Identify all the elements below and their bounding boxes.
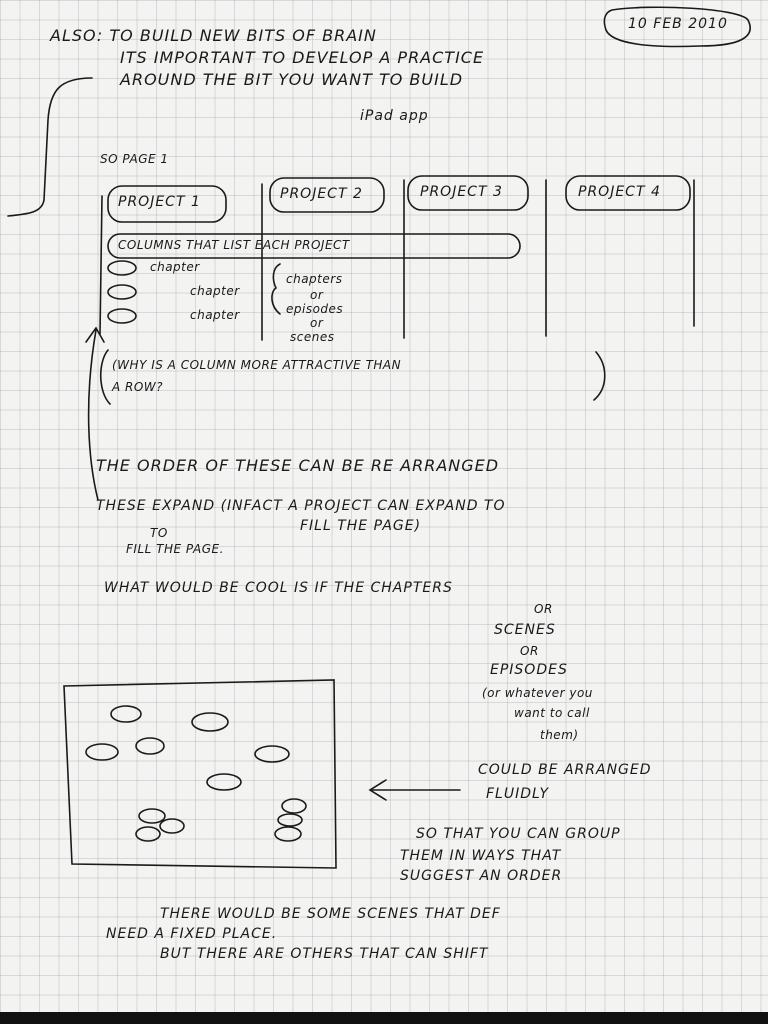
expand-line-3: TO (150, 526, 168, 540)
page-bottom-edge (0, 1012, 768, 1024)
why-paren-right (594, 352, 605, 400)
expand-line-1: THESE EXPAND (INFACT A PROJECT CAN EXPAND TO (96, 498, 506, 514)
canvas-oval (86, 744, 118, 760)
why-paren-left (101, 350, 110, 404)
arranged-line-1: COULD BE ARRANGED (478, 762, 652, 778)
group-line-1: SO THAT YOU CAN GROUP (416, 826, 621, 842)
chapters-note-4: or (310, 316, 324, 330)
order-note: THE ORDER OF THESE CAN BE RE ARRANGED (96, 456, 500, 475)
chapter-label-1: chapter (150, 260, 200, 274)
header-line-1: ALSO: TO BUILD NEW BITS OF BRAIN (50, 26, 377, 45)
arranged-line-2: FLUIDLY (486, 786, 550, 802)
canvas-oval (160, 819, 184, 833)
chapters-note-1: chapters (286, 272, 343, 286)
chapter-oval (108, 309, 136, 323)
group-line-2: THEM IN WAYS THAT (400, 848, 562, 864)
columns-note: COLUMNS THAT LIST EACH PROJECT (118, 238, 350, 252)
why-note-2: A ROW? (112, 380, 164, 394)
chapters-note-2: or (310, 288, 324, 302)
chapter-oval (108, 261, 136, 275)
canvas-oval (207, 774, 241, 790)
chapters-note-5: scenes (290, 330, 335, 344)
canvas-oval (278, 814, 302, 826)
chapters-note-3: episodes (286, 302, 344, 316)
header-line-2: ITS IMPORTANT TO DEVELOP A PRACTICE (120, 48, 485, 67)
cool-list-4: EPISODES (490, 662, 568, 678)
left-bracket (8, 78, 92, 216)
canvas-oval (136, 827, 160, 841)
ipad-app-label: iPad app (360, 108, 429, 124)
why-note-1: (WHY IS A COLUMN MORE ATTRACTIVE THAN (112, 358, 402, 372)
canvas-oval (275, 827, 301, 841)
group-line-3: SUGGEST AN ORDER (400, 868, 563, 884)
chapters-brace (272, 264, 280, 314)
canvas-oval (139, 809, 165, 823)
expand-line-4: FILL THE PAGE. (126, 542, 224, 556)
cool-list-2: SCENES (494, 622, 556, 638)
canvas-oval (111, 706, 141, 722)
project-1-label: PROJECT 1 (118, 194, 201, 210)
fixed-line-2: NEED A FIXED PLACE. (106, 926, 278, 942)
so-page-label: SO PAGE 1 (100, 152, 169, 166)
cool-list-6: want to call (514, 706, 590, 720)
cool-list-1: OR (534, 602, 553, 616)
project-3-label: PROJECT 3 (420, 184, 503, 200)
date-label: 10 FEB 2010 (628, 16, 728, 32)
canvas-oval (192, 713, 228, 731)
project-4-label: PROJECT 4 (578, 184, 661, 200)
chapter-oval (108, 285, 136, 299)
header-line-3: AROUND THE BIT YOU WANT TO BUILD (120, 70, 464, 89)
canvas-oval (282, 799, 306, 813)
project-2-label: PROJECT 2 (280, 186, 363, 202)
chapter-label-3: chapter (190, 308, 240, 322)
fixed-line-1: THERE WOULD BE SOME SCENES THAT DEF (160, 906, 501, 922)
canvas-oval (136, 738, 164, 754)
canvas-oval (255, 746, 289, 762)
cool-list-7: them) (540, 728, 579, 742)
column-divider (100, 196, 102, 334)
fixed-line-3: BUT THERE ARE OTHERS THAT CAN SHIFT (160, 946, 489, 962)
cool-list-5: (or whatever you (482, 686, 593, 700)
cool-list-3: OR (520, 644, 539, 658)
expand-line-2: FILL THE PAGE) (300, 518, 422, 534)
chapter-label-2: chapter (190, 284, 240, 298)
cool-line: WHAT WOULD BE COOL IS IF THE CHAPTERS (104, 580, 453, 596)
